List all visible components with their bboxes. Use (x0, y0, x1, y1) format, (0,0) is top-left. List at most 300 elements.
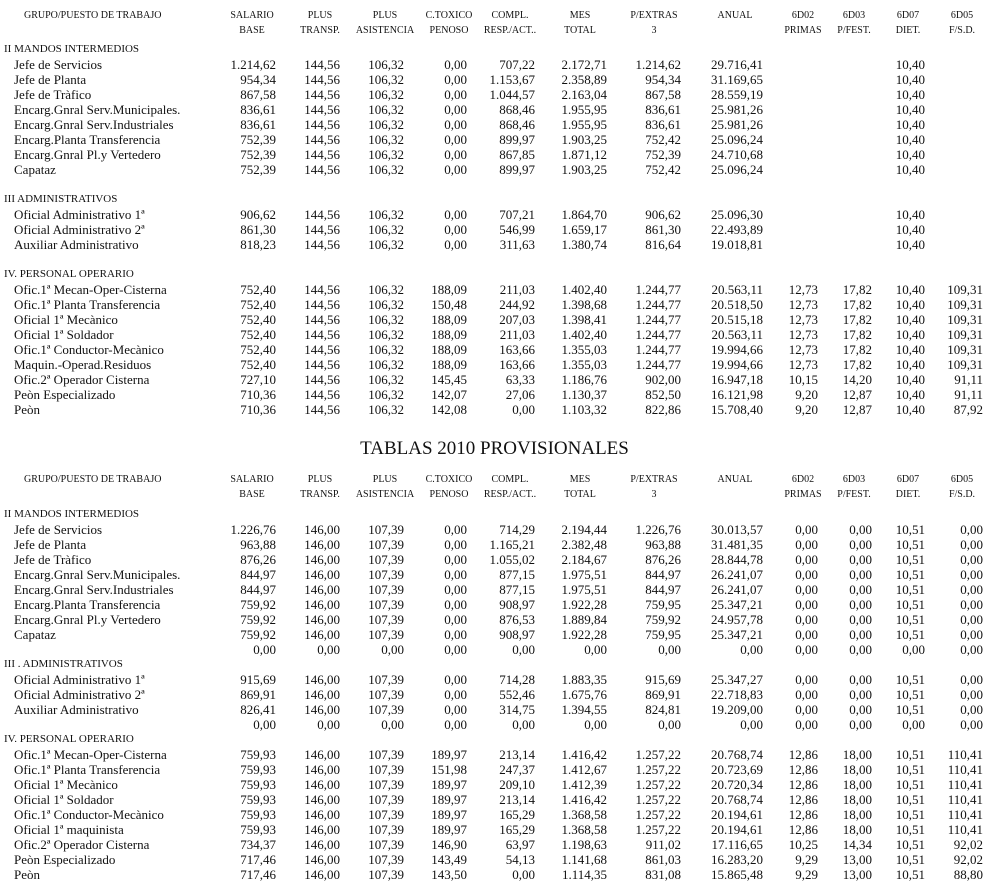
cell-col-0: 759,92 (240, 612, 276, 627)
cell-col-11: 109,31 (947, 297, 983, 312)
cell-col-3: 189,97 (431, 777, 467, 792)
cell-col-2: 0,00 (381, 717, 404, 732)
cell-col-8: 12,86 (788, 807, 818, 822)
cell-col-8: 10,15 (788, 372, 818, 387)
cell-col-11: 0,00 (960, 612, 983, 627)
cell-col-6: 954,34 (645, 72, 681, 87)
cell-col-10: 10,51 (895, 792, 925, 807)
table-row (0, 102, 989, 117)
table1-header-col-11: 6D05 F/S.D. (948, 10, 976, 36)
table-row (0, 852, 989, 867)
cell-col-0: 954,34 (240, 72, 276, 87)
cell-col-7: 25.096,24 (711, 132, 763, 147)
cell-col-7: 20.194,61 (711, 807, 763, 822)
cell-col-7: 15.865,48 (711, 867, 763, 882)
position-name: Jefe de Servicios (14, 57, 103, 72)
cell-col-3: 0,00 (444, 147, 467, 162)
cell-col-3: 0,00 (444, 627, 467, 642)
cell-col-6: 1.244,77 (635, 327, 681, 342)
cell-col-7: 24.710,68 (711, 147, 763, 162)
position-name: Ofic.1ª Conductor-Mecànico (14, 807, 164, 822)
cell-col-10: 10,51 (895, 747, 925, 762)
table2-header-col-9: 6D03 P/FEST. (837, 474, 871, 500)
position-name: Encarg.Gnral Serv.Municipales. (14, 102, 181, 117)
cell-col-6: 752,39 (645, 147, 681, 162)
cell-col-1: 144,56 (304, 372, 340, 387)
cell-col-7: 22.718,83 (711, 687, 763, 702)
cell-col-6: 869,91 (645, 687, 681, 702)
cell-col-9: 0,00 (849, 612, 872, 627)
cell-col-4: 0,00 (512, 642, 535, 657)
cell-col-11: 0,00 (960, 537, 983, 552)
cell-col-1: 144,56 (304, 117, 340, 132)
cell-col-1: 146,00 (304, 852, 340, 867)
cell-col-2: 107,39 (368, 567, 404, 582)
position-name: Ofic.1ª Planta Transferencia (14, 297, 161, 312)
cell-col-3: 188,09 (431, 312, 467, 327)
cell-col-10: 10,40 (895, 87, 925, 102)
cell-col-1: 144,56 (304, 207, 340, 222)
cell-col-6: 759,95 (645, 597, 681, 612)
cell-col-9: 17,82 (842, 312, 872, 327)
cell-col-7: 29.716,41 (711, 57, 763, 72)
cell-col-7: 19.018,81 (711, 237, 763, 252)
cell-col-4: 908,97 (499, 597, 535, 612)
cell-col-5: 0,00 (584, 642, 607, 657)
cell-col-11: 0,00 (960, 672, 983, 687)
cell-col-6: 836,61 (645, 117, 681, 132)
cell-col-5: 1.903,25 (561, 162, 607, 177)
table1-header-col-4: COMPL. RESP./ACT.. (483, 10, 537, 36)
cell-col-1: 146,00 (304, 867, 340, 882)
cell-col-11: 87,92 (953, 402, 983, 417)
cell-col-5: 1.416,42 (561, 792, 607, 807)
cell-col-4: 877,15 (499, 582, 535, 597)
cell-col-9: 17,82 (842, 297, 872, 312)
cell-col-3: 150,48 (431, 297, 467, 312)
cell-col-4: 54,13 (505, 852, 535, 867)
cell-col-9: 17,82 (842, 357, 872, 372)
cell-col-11: 92,02 (953, 837, 983, 852)
cell-col-7: 20.768,74 (711, 747, 763, 762)
cell-col-5: 1.412,67 (561, 762, 607, 777)
table-row (0, 627, 989, 642)
cell-col-1: 144,56 (304, 147, 340, 162)
cell-col-0: 861,30 (240, 222, 276, 237)
table1-header-col-7: ANUAL (717, 10, 753, 21)
cell-col-3: 143,50 (431, 867, 467, 882)
cell-col-1: 0,00 (317, 642, 340, 657)
cell-col-9: 0,00 (849, 642, 872, 657)
cell-col-9: 14,20 (842, 372, 872, 387)
cell-col-1: 146,00 (304, 627, 340, 642)
cell-col-0: 844,97 (240, 582, 276, 597)
cell-col-3: 189,97 (431, 807, 467, 822)
position-name: Ofic.1ª Mecan-Oper-Cisterna (14, 747, 167, 762)
cell-col-6: 1.257,22 (635, 807, 681, 822)
position-name: Oficial 1ª Mecànico (14, 312, 118, 327)
cell-col-3: 0,00 (444, 132, 467, 147)
cell-col-5: 1.402,40 (561, 327, 607, 342)
table-row (0, 402, 989, 417)
cell-col-2: 106,32 (368, 57, 404, 72)
cell-col-2: 107,39 (368, 582, 404, 597)
cell-col-7: 24.957,78 (711, 612, 763, 627)
cell-col-4: 209,10 (499, 777, 535, 792)
table-row (0, 357, 989, 372)
cell-col-3: 188,09 (431, 342, 467, 357)
cell-col-11: 0,00 (960, 702, 983, 717)
cell-col-0: 963,88 (240, 537, 276, 552)
cell-col-4: 899,97 (499, 132, 535, 147)
cell-col-10: 10,40 (895, 162, 925, 177)
cell-col-0: 836,61 (240, 102, 276, 117)
cell-col-6: 1.244,77 (635, 342, 681, 357)
section-heading (0, 42, 989, 57)
cell-col-5: 1.975,51 (561, 582, 607, 597)
cell-col-6: 963,88 (645, 537, 681, 552)
table-row (0, 57, 989, 72)
cell-col-10: 10,51 (895, 852, 925, 867)
cell-col-11: 109,31 (947, 342, 983, 357)
cell-col-4: 247,37 (499, 762, 535, 777)
table-row (0, 582, 989, 597)
cell-col-8: 0,00 (795, 582, 818, 597)
cell-col-1: 146,00 (304, 537, 340, 552)
cell-col-5: 1.903,25 (561, 132, 607, 147)
cell-col-0: 869,91 (240, 687, 276, 702)
cell-col-4: 211,03 (499, 282, 535, 297)
cell-col-11: 0,00 (960, 582, 983, 597)
table2-header-col-0: SALARIO BASE (230, 474, 274, 500)
cell-col-0: 1.226,76 (230, 522, 276, 537)
cell-col-7: 30.013,57 (711, 522, 763, 537)
cell-col-8: 12,73 (788, 282, 818, 297)
cell-col-10: 10,40 (895, 132, 925, 147)
cell-col-1: 144,56 (304, 402, 340, 417)
cell-col-11: 91,11 (954, 372, 983, 387)
cell-col-10: 10,51 (895, 627, 925, 642)
cell-col-10: 10,40 (895, 102, 925, 117)
cell-col-9: 17,82 (842, 342, 872, 357)
cell-col-8: 10,25 (788, 837, 818, 852)
cell-col-7: 25.347,21 (711, 597, 763, 612)
cell-col-8: 0,00 (795, 627, 818, 642)
cell-col-8: 9,29 (795, 852, 818, 867)
position-name: Oficial Administrativo 2ª (14, 687, 145, 702)
cell-col-4: 868,46 (499, 117, 535, 132)
cell-col-5: 2.184,67 (561, 552, 607, 567)
cell-col-7: 25.096,30 (711, 207, 763, 222)
cell-col-3: 143,49 (431, 852, 467, 867)
cell-col-0: 759,93 (240, 762, 276, 777)
cell-col-10: 10,51 (895, 762, 925, 777)
cell-col-3: 0,00 (444, 102, 467, 117)
cell-col-6: 1.257,22 (635, 822, 681, 837)
cell-col-11: 88,80 (953, 867, 983, 882)
table-row (0, 117, 989, 132)
position-name: Encarg.Planta Transferencia (14, 597, 161, 612)
table1-header-col-1: PLUS TRANSP. (300, 10, 340, 36)
section-label: III ADMINISTRATIVOS (4, 193, 118, 205)
cell-col-3: 0,00 (444, 222, 467, 237)
cell-col-1: 146,00 (304, 567, 340, 582)
cell-col-1: 144,56 (304, 132, 340, 147)
cell-col-1: 144,56 (304, 57, 340, 72)
cell-col-3: 0,00 (444, 87, 467, 102)
cell-col-5: 1.355,03 (561, 357, 607, 372)
cell-col-4: 165,29 (499, 807, 535, 822)
cell-col-6: 1.244,77 (635, 297, 681, 312)
cell-col-1: 146,00 (304, 747, 340, 762)
position-name: Encarg.Gnral Pl.y Vertedero (14, 147, 161, 162)
position-name: Capataz (14, 627, 56, 642)
cell-col-0: 0,00 (253, 642, 276, 657)
table-row (0, 147, 989, 162)
cell-col-5: 1.416,42 (561, 747, 607, 762)
cell-col-5: 1.130,37 (561, 387, 607, 402)
cell-col-1: 146,00 (304, 822, 340, 837)
cell-col-8: 12,86 (788, 762, 818, 777)
cell-col-5: 1.975,51 (561, 567, 607, 582)
cell-col-9: 18,00 (842, 792, 872, 807)
cell-col-11: 0,00 (960, 687, 983, 702)
cell-col-4: 0,00 (512, 867, 535, 882)
cell-col-3: 0,00 (444, 522, 467, 537)
cell-col-5: 1.922,28 (561, 597, 607, 612)
cell-col-0: 752,39 (240, 147, 276, 162)
cell-col-3: 0,00 (444, 612, 467, 627)
table2-header (0, 472, 989, 504)
cell-col-7: 16.283,20 (711, 852, 763, 867)
cell-col-11: 0,00 (960, 552, 983, 567)
cell-col-0: 752,40 (240, 282, 276, 297)
cell-col-4: 1.055,02 (489, 552, 535, 567)
position-name: Ofic.2ª Operador Cisterna (14, 837, 150, 852)
cell-col-8: 0,00 (795, 717, 818, 732)
cell-col-11: 109,31 (947, 312, 983, 327)
cell-col-2: 106,32 (368, 282, 404, 297)
cell-col-0: 752,39 (240, 162, 276, 177)
cell-col-1: 146,00 (304, 597, 340, 612)
cell-col-11: 0,00 (960, 567, 983, 582)
cell-col-10: 10,51 (895, 777, 925, 792)
table-row (0, 837, 989, 852)
cell-col-8: 9,29 (795, 867, 818, 882)
cell-col-7: 28.559,19 (711, 87, 763, 102)
table2-body (0, 507, 989, 882)
cell-col-2: 106,32 (368, 162, 404, 177)
cell-col-10: 10,40 (895, 327, 925, 342)
cell-col-5: 1.398,41 (561, 312, 607, 327)
cell-col-7: 20.720,34 (711, 777, 763, 792)
cell-col-6: 861,30 (645, 222, 681, 237)
table1-header-col-3: C.TOXICO PENOSO (425, 10, 473, 36)
table2-header-col-7: ANUAL (717, 474, 753, 485)
cell-col-2: 106,32 (368, 222, 404, 237)
cell-col-5: 1.883,35 (561, 672, 607, 687)
cell-col-9: 0,00 (849, 582, 872, 597)
cell-col-10: 10,40 (895, 222, 925, 237)
cell-col-9: 18,00 (842, 762, 872, 777)
cell-col-4: 707,21 (499, 207, 535, 222)
cell-col-8: 12,73 (788, 312, 818, 327)
cell-col-7: 0,00 (740, 642, 763, 657)
cell-col-6: 861,03 (645, 852, 681, 867)
position-name: Oficial 1ª Soldador (14, 327, 114, 342)
table-row (0, 282, 989, 297)
cell-col-10: 10,51 (895, 867, 925, 882)
cell-col-1: 146,00 (304, 687, 340, 702)
cell-col-2: 106,32 (368, 207, 404, 222)
table1-body (0, 42, 989, 417)
section-label: II MANDOS INTERMEDIOS (4, 508, 140, 520)
cell-col-7: 16.947,18 (711, 372, 763, 387)
cell-col-2: 106,32 (368, 312, 404, 327)
cell-col-2: 107,39 (368, 822, 404, 837)
cell-col-2: 106,32 (368, 387, 404, 402)
cell-col-6: 824,81 (645, 702, 681, 717)
cell-col-2: 107,39 (368, 867, 404, 882)
table-row (0, 792, 989, 807)
cell-col-10: 10,51 (895, 537, 925, 552)
cell-col-5: 2.382,48 (561, 537, 607, 552)
cell-col-1: 146,00 (304, 612, 340, 627)
cell-col-3: 189,97 (431, 822, 467, 837)
cell-col-1: 144,56 (304, 327, 340, 342)
position-name: Encarg.Planta Transferencia (14, 132, 161, 147)
table1-header-col-5: MES TOTAL (564, 10, 596, 36)
position-name: Oficial Administrativo 2ª (14, 222, 145, 237)
cell-col-5: 1.380,74 (561, 237, 607, 252)
cell-col-10: 10,51 (895, 687, 925, 702)
cell-col-0: 867,58 (240, 87, 276, 102)
position-name: Jefe de Planta (14, 72, 87, 87)
cell-col-3: 0,00 (444, 582, 467, 597)
cell-col-4: 908,97 (499, 627, 535, 642)
cell-col-5: 1.412,39 (561, 777, 607, 792)
cell-col-1: 146,00 (304, 762, 340, 777)
cell-col-9: 0,00 (849, 717, 872, 732)
cell-col-11: 109,31 (947, 357, 983, 372)
cell-col-10: 10,40 (895, 237, 925, 252)
cell-col-4: 1.153,67 (489, 72, 535, 87)
cell-col-2: 106,32 (368, 402, 404, 417)
cell-col-7: 0,00 (740, 717, 763, 732)
cell-col-3: 145,45 (431, 372, 467, 387)
cell-col-8: 12,73 (788, 327, 818, 342)
position-name: Ofic.1ª Planta Transferencia (14, 762, 161, 777)
cell-col-2: 107,39 (368, 792, 404, 807)
table1-header-col-9: 6D03 P/FEST. (837, 10, 871, 36)
cell-col-7: 25.347,27 (711, 672, 763, 687)
table-row (0, 687, 989, 702)
cell-col-10: 10,40 (895, 282, 925, 297)
cell-col-7: 20.723,69 (711, 762, 763, 777)
table-row (0, 702, 989, 717)
cell-col-2: 106,32 (368, 117, 404, 132)
cell-col-2: 107,39 (368, 612, 404, 627)
table-row (0, 822, 989, 837)
cell-col-5: 1.114,35 (561, 867, 607, 882)
cell-col-10: 10,51 (895, 702, 925, 717)
cell-col-9: 17,82 (842, 327, 872, 342)
cell-col-2: 107,39 (368, 672, 404, 687)
cell-col-7: 25.981,26 (711, 102, 763, 117)
cell-col-11: 109,31 (947, 282, 983, 297)
cell-col-6: 752,42 (645, 132, 681, 147)
cell-col-6: 822,86 (645, 402, 681, 417)
cell-col-6: 1.244,77 (635, 312, 681, 327)
cell-col-3: 0,00 (444, 72, 467, 87)
cell-col-7: 16.121,98 (711, 387, 763, 402)
cell-col-6: 1.244,77 (635, 357, 681, 372)
cell-col-11: 0,00 (960, 642, 983, 657)
cell-col-4: 546,99 (499, 222, 535, 237)
cell-col-10: 10,51 (895, 552, 925, 567)
cell-col-8: 0,00 (795, 522, 818, 537)
cell-col-0: 752,40 (240, 312, 276, 327)
cell-col-4: 714,28 (499, 672, 535, 687)
cell-col-7: 19.994,66 (711, 357, 763, 372)
table-row (0, 387, 989, 402)
cell-col-10: 10,40 (895, 312, 925, 327)
cell-col-0: 844,97 (240, 567, 276, 582)
cell-col-4: 867,85 (499, 147, 535, 162)
cell-col-9: 13,00 (842, 867, 872, 882)
cell-col-6: 1.257,22 (635, 777, 681, 792)
cell-col-1: 146,00 (304, 777, 340, 792)
cell-col-5: 0,00 (584, 717, 607, 732)
cell-col-8: 12,86 (788, 747, 818, 762)
cell-col-1: 146,00 (304, 792, 340, 807)
cell-col-0: 826,41 (240, 702, 276, 717)
cell-col-6: 831,08 (645, 867, 681, 882)
cell-col-7: 19.209,00 (711, 702, 763, 717)
cell-col-6: 759,95 (645, 627, 681, 642)
cell-col-7: 25.096,24 (711, 162, 763, 177)
table-row (0, 552, 989, 567)
cell-col-2: 106,32 (368, 147, 404, 162)
table-row (0, 867, 989, 882)
cell-col-3: 0,00 (444, 552, 467, 567)
cell-col-0: 717,46 (240, 867, 276, 882)
cell-col-4: 876,53 (499, 612, 535, 627)
cell-col-5: 1.675,76 (561, 687, 607, 702)
cell-col-2: 106,32 (368, 132, 404, 147)
cell-col-3: 0,00 (444, 672, 467, 687)
position-name: Oficial Administrativo 1ª (14, 207, 145, 222)
cell-col-2: 107,39 (368, 852, 404, 867)
cell-col-4: 1.044,57 (489, 87, 535, 102)
cell-col-6: 902,00 (645, 372, 681, 387)
table2-header-col-6: P/EXTRAS 3 (630, 474, 678, 500)
cell-col-8: 9,20 (795, 402, 818, 417)
cell-col-11: 92,02 (953, 852, 983, 867)
section-label: IV. PERSONAL OPERARIO (4, 268, 134, 280)
table-row (0, 207, 989, 222)
table-row (0, 162, 989, 177)
cell-col-1: 146,00 (304, 702, 340, 717)
cell-col-6: 906,62 (645, 207, 681, 222)
cell-col-6: 1.257,22 (635, 792, 681, 807)
position-name: Maquin.-Operad.Residuos (14, 357, 152, 372)
cell-col-3: 0,00 (444, 537, 467, 552)
cell-col-5: 1.394,55 (561, 702, 607, 717)
cell-col-3: 188,09 (431, 282, 467, 297)
cell-col-5: 2.163,04 (561, 87, 607, 102)
cell-col-2: 106,32 (368, 342, 404, 357)
